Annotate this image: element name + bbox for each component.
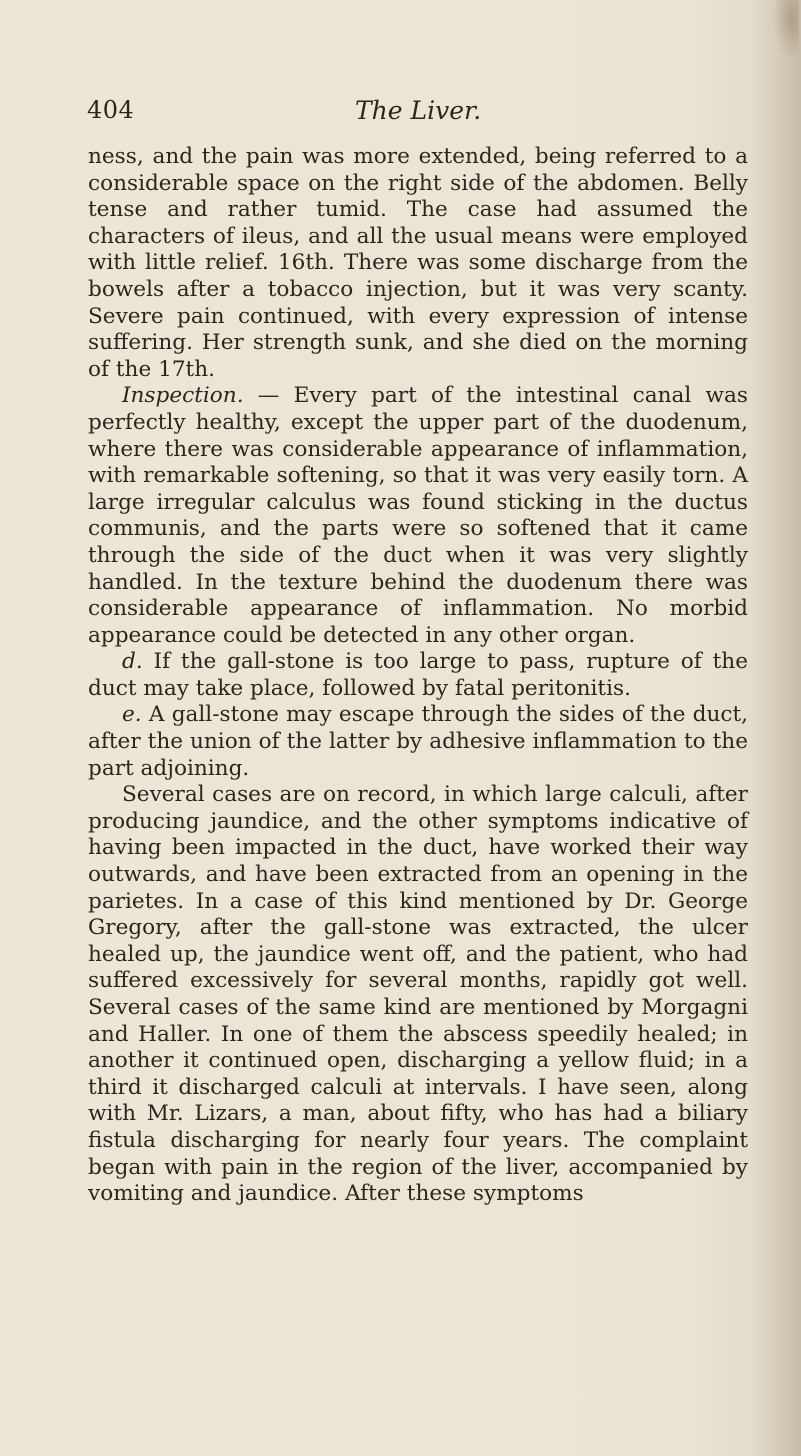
item-marker-e: e. <box>122 702 142 728</box>
paragraph-item-d: d. If the gall-stone is too large to pass, rupture of the duct may take place, followed by fatal peritonitis. <box>88 649 748 701</box>
paragraph-case-continuation: ness, and the pain was more extended, being referred to a considerable space on the right side of the abdomen. Belly tense and rather tumid. The case had assumed the characters of ileus, and all the usual means were employed with little relief. 16th. There was some discharge from the bowels after a tobacco injection, but it was very scanty. Severe pain continued, with every expression of intense suffering. Her strength sunk, and she died on the morning of the 17th. <box>88 144 748 382</box>
paragraph-several-cases: Several cases are on record, in which large calculi, after producing jaundice, and the other symptoms indicative of having been impacted in the duct, have worked their way outwards, and have been extracted from an opening in the parietes. In a case of this kind mentioned by Dr. George Gregory, after the gall-stone was extracted, the ulcer healed up, the jaundice went off, and the patient, who had suffered excessively for several months, rapidly got well. Several cases of the same kind are mentioned by Morgagni and Haller. In one of them the abscess speedily healed; in another it continued open, discharging a yellow fluid; in a third it discharged calculi at intervals. I have seen, along with Mr. Lizars, a man, about fifty, who has had a biliary fistula discharging for nearly four years. The complaint began with pain in the region of the liver, accompanied by vomiting and jaundice. After these symptoms <box>88 782 748 1207</box>
body-text <box>88 144 748 1208</box>
paragraph-inspection: Inspection. — Every part of the intestinal canal was perfectly healthy, except the upper part of the duodenum, where there was considerable appearance of inflammation, with remarkable softening, so that it was very easily torn. A large irregular calculus was found sticking in the ductus communis, and the parts were so softened that it came through the side of the duct when it was very slightly handled. In the texture behind the duodenum there was considerable appearance of inflammation. No morbid appearance could be detected in any other organ. <box>88 383 748 648</box>
page-edge-shadow <box>753 0 801 1456</box>
paragraph-item-e: e. A gall-stone may escape through the sides of the duct, after the union of the latter by adhesive inflammation to the part adjoining. <box>88 702 748 781</box>
inspection-heading: Inspection. <box>122 383 244 409</box>
running-title: The Liver. <box>355 96 482 125</box>
page-number: 404 <box>87 96 135 124</box>
item-marker-d: d. <box>122 649 143 675</box>
page-corner-stain <box>773 0 799 60</box>
page-header <box>87 96 747 130</box>
